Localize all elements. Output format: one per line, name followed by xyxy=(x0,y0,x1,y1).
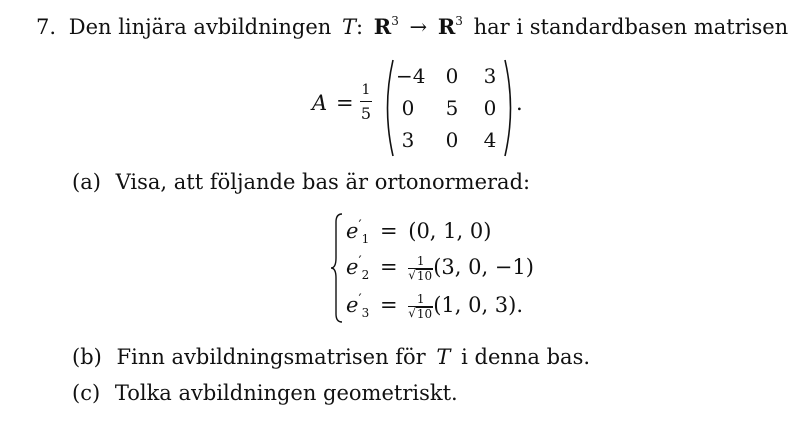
part-a-text: Visa, att följande bas är ortonormerad: xyxy=(115,170,531,194)
left-paren-icon xyxy=(380,58,396,158)
problem-statement xyxy=(36,14,788,39)
sqrt-icon: √ xyxy=(408,305,416,320)
basis-equals: = xyxy=(379,293,398,317)
normalization-fraction xyxy=(408,293,433,321)
matrix-cell: 3 xyxy=(401,128,415,152)
map-symbol-T: T xyxy=(341,15,356,39)
basis-e: e xyxy=(346,219,359,243)
basis-equals: = xyxy=(379,219,398,243)
basis-prime: ′ xyxy=(358,218,362,234)
matrix-cell: 4 xyxy=(483,128,497,152)
sqrt-icon: √ xyxy=(408,267,416,282)
basis-vector-1 xyxy=(346,218,491,246)
part-c xyxy=(72,381,458,405)
part-b-text-post: i denna bas. xyxy=(461,345,591,369)
basis-coordinates: (0, 1, 0) xyxy=(408,219,492,243)
colon: : xyxy=(356,15,364,39)
intro-text-post: har i standardbasen matrisen xyxy=(473,15,789,39)
left-brace-icon xyxy=(330,212,344,324)
basis-equals: = xyxy=(379,255,398,279)
basis-vector-3 xyxy=(346,292,523,321)
basis-system xyxy=(330,212,570,324)
matrix-cell: 0 xyxy=(445,128,459,152)
normalization-fraction xyxy=(408,255,433,283)
basis-subscript: 1 xyxy=(361,232,370,247)
matrix-entries xyxy=(396,60,506,156)
matrix-cell: 0 xyxy=(401,96,415,120)
fraction-numerator: 1 xyxy=(416,291,425,306)
part-a-label: (a) xyxy=(72,170,101,194)
radicand: 10 xyxy=(416,268,433,283)
matrix-cell: −4 xyxy=(396,64,426,88)
basis-subscript: 2 xyxy=(361,268,370,283)
radicand: 10 xyxy=(416,306,433,321)
fraction-bar xyxy=(360,101,372,102)
matrix-equation xyxy=(300,58,540,158)
matrix-cell: 3 xyxy=(483,64,497,88)
part-b-text: Finn avbildningsmatrisen för xyxy=(116,345,426,369)
matrix-cell: 0 xyxy=(445,64,459,88)
basis-coordinates: (1, 0, 3). xyxy=(433,293,524,317)
matrix-cell: 5 xyxy=(445,96,459,120)
part-c-text: Tolka avbildningen geometriskt. xyxy=(114,381,458,405)
part-b xyxy=(72,345,590,369)
part-a xyxy=(72,170,530,194)
codomain-exponent: 3 xyxy=(455,14,463,28)
fraction-numerator: 1 xyxy=(416,253,425,268)
sqrt-denominator xyxy=(408,307,433,321)
part-b-label: (b) xyxy=(72,345,102,369)
intro-text: Den linjära avbildningen xyxy=(68,15,332,39)
arrow: → xyxy=(409,15,428,39)
basis-e: e xyxy=(346,255,359,279)
fraction-numerator: 1 xyxy=(361,82,371,98)
fraction-denominator: 5 xyxy=(360,104,372,123)
map-symbol-T: T xyxy=(436,345,451,369)
matrix-cell: 0 xyxy=(483,96,497,120)
equals-sign: = xyxy=(336,91,354,115)
codomain-R: R xyxy=(437,14,456,39)
sqrt-denominator xyxy=(408,269,433,283)
matrix-name: A xyxy=(312,91,328,115)
basis-prime: ′ xyxy=(358,254,362,270)
basis-e: e xyxy=(346,293,359,317)
domain-R: R xyxy=(373,14,392,39)
basis-prime: ′ xyxy=(358,292,362,308)
problem-number: 7. xyxy=(36,15,57,39)
scalar-fraction xyxy=(358,82,374,123)
basis-coordinates: (3, 0, −1) xyxy=(433,255,534,279)
part-c-label: (c) xyxy=(72,381,101,405)
basis-subscript: 3 xyxy=(361,306,370,321)
period: . xyxy=(516,91,523,115)
basis-vector-2 xyxy=(346,254,534,283)
domain-exponent: 3 xyxy=(391,14,399,28)
